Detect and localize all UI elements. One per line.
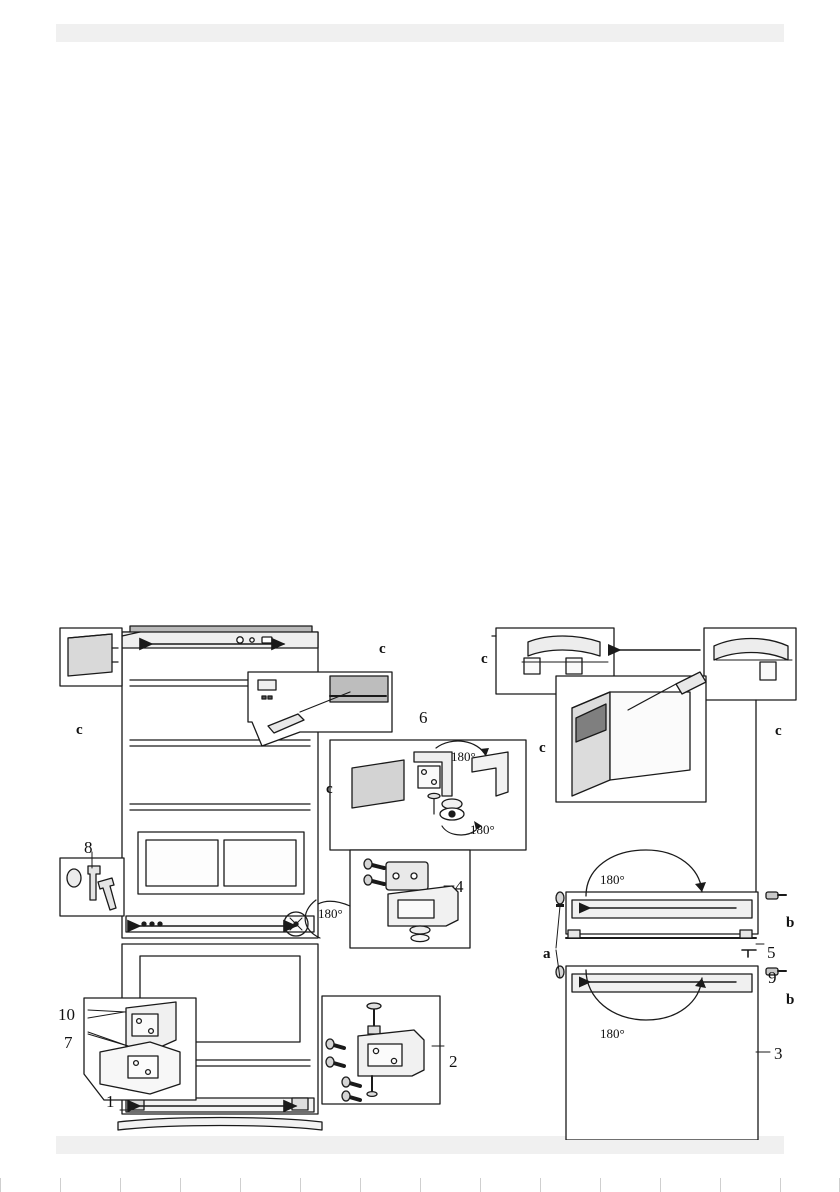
part-label-c: c	[481, 651, 488, 667]
header-band	[56, 24, 784, 42]
step-number: 4	[455, 877, 464, 896]
diagram-svg	[0, 600, 840, 1140]
callout-bottom-left-bracket	[84, 998, 196, 1100]
door-reversal-diagram	[0, 600, 840, 1140]
step-number: 3	[774, 1044, 783, 1063]
step-number: 10	[58, 1005, 75, 1024]
part-label-b: b	[786, 992, 795, 1008]
part-label-c: c	[76, 722, 83, 738]
part-label-c: c	[379, 641, 386, 657]
callout-top-hinge-screwdriver	[248, 672, 392, 746]
callout-handle-right	[704, 628, 796, 700]
callout-hinge-rotate-180	[330, 740, 526, 850]
step-number: 8	[84, 838, 93, 857]
part-label-c: c	[775, 723, 782, 739]
rotation-angle-label: 180°	[318, 906, 343, 921]
rotation-angle-label: 180°	[600, 1026, 625, 1041]
footer-tick-rule	[0, 1178, 840, 1192]
callout-door-corner-screwdriver	[556, 672, 706, 802]
part-label-b: b	[786, 915, 795, 931]
step-number: 2	[449, 1052, 458, 1071]
rotation-angle-label: 180°	[451, 749, 476, 764]
step-number: 5	[767, 943, 776, 962]
part-label-c: c	[326, 781, 333, 797]
rotation-angle-label: 180°	[470, 822, 495, 837]
part-label-a: a	[543, 946, 551, 962]
step-number: 7	[64, 1033, 73, 1052]
footer-ticks-svg	[0, 1178, 840, 1192]
step-number: 6	[419, 708, 428, 727]
step-number: 9	[768, 968, 777, 987]
part-label-c: c	[539, 740, 546, 756]
rotation-angle-label: 180°	[600, 872, 625, 887]
step-number: 1	[106, 1092, 115, 1111]
callout-bottom-hinge-2	[322, 996, 440, 1104]
